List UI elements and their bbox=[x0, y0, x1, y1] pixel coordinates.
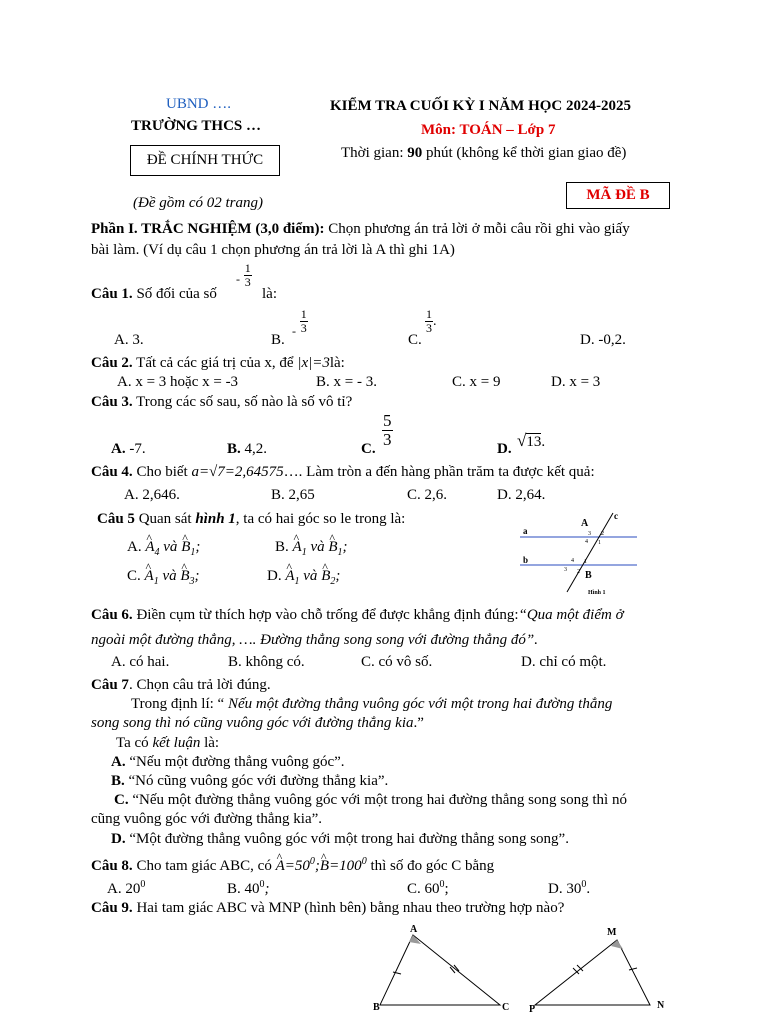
exam-title: KIỂM TRA CUỐI KỲ I NĂM HỌC 2024-2025 bbox=[330, 98, 631, 114]
fig-label-c: c bbox=[614, 511, 618, 521]
q6-stem: Câu 6. Điền cụm từ thích hợp vào chỗ trống để được khẳng định đúng:“Qua một điểm ở bbox=[91, 607, 624, 623]
q2-stem: Câu 2. Tất cả các giá trị của x, để |x|=3là: bbox=[91, 355, 345, 371]
q1-option-d: D. -0,2. bbox=[580, 332, 626, 348]
q6-stem-2: ngoài một đường thẳng, …. Đường thẳng song song với đường thẳng đó”. bbox=[91, 632, 538, 648]
q2-option-b: B. x = - 3. bbox=[316, 374, 377, 390]
pages-note: (Đề gồm có 02 trang) bbox=[133, 195, 263, 211]
q5-option-a: A. ^ $A_4$ và ^ $B_1$; bbox=[127, 538, 200, 562]
q2-option-d: D. x = 3 bbox=[551, 374, 601, 390]
school-name: TRƯỜNG THCS … bbox=[131, 118, 262, 134]
q4-option-b: B. 2,65 bbox=[271, 487, 315, 503]
svg-text:3: 3 bbox=[564, 567, 567, 573]
q1-stem: Câu 1. Số đối của số bbox=[91, 286, 217, 302]
label-C: C bbox=[502, 1002, 510, 1013]
q6-option-c: C. có vô số. bbox=[361, 654, 433, 670]
label-N: N bbox=[657, 1000, 665, 1011]
svg-text:3: 3 bbox=[588, 531, 591, 537]
q2-option-a: A. x = 3 hoặc x = -3 bbox=[117, 374, 239, 390]
triangle-mnp bbox=[535, 940, 650, 1005]
q7-conclusion: Ta có kết luận là: bbox=[116, 735, 220, 751]
q5-option-d: D. ^ $A_1$ và ^ $B_2$; bbox=[267, 567, 340, 591]
q3-option-d: D. bbox=[497, 441, 512, 457]
fig-caption: Hình 1 bbox=[588, 590, 606, 596]
label-P: P bbox=[529, 1004, 536, 1015]
q7-option-d: D. “Một đường thẳng vuông góc với một trong hai đường thẳng song song”. bbox=[111, 831, 569, 847]
q7-stem: Câu 7. Chọn câu trả lời đúng. bbox=[91, 677, 271, 693]
q1-option-b-frac: $_-$ $\frac{1}{3}$ bbox=[292, 307, 307, 338]
svg-text:4: 4 bbox=[571, 558, 574, 564]
q7-option-a: A. “Nếu một đường thẳng vuông góc”. bbox=[111, 754, 345, 770]
q6-option-a: A. có hai. bbox=[111, 654, 170, 670]
q7-theorem-2: song song thì nó cũng vuông góc với đường thẳng kia.” bbox=[91, 715, 424, 731]
q1-option-b: B. bbox=[271, 332, 285, 348]
svg-text:2: 2 bbox=[577, 569, 580, 575]
official-box bbox=[130, 145, 280, 176]
q1-fraction: - $\frac{1}{3}$ bbox=[236, 261, 251, 289]
triangle-abc bbox=[380, 935, 500, 1005]
q1-tail: là: bbox=[262, 286, 277, 302]
q3-stem: Câu 3. Trong các số sau, số nào là số vô tỉ? bbox=[91, 394, 353, 410]
part1-instruction: bài làm. (Ví dụ câu 1 chọn phương án trả lời là A thì ghi 1A) bbox=[91, 242, 455, 258]
q3-option-c: C. bbox=[361, 441, 376, 457]
fig-label-B: B bbox=[585, 570, 592, 581]
q3-option-c-frac: $\frac{5}{3}$ bbox=[383, 411, 392, 449]
label-A: A bbox=[410, 924, 418, 935]
subject-line: Môn: TOÁN – Lớp 7 bbox=[421, 122, 556, 138]
q7-option-c-cont: cũng vuông góc với đường thẳng kia”. bbox=[91, 811, 323, 827]
q4-option-a: A. 2,646. bbox=[124, 487, 180, 503]
part1-heading: Phần I. TRẮC NGHIỆM (3,0 điểm): Chọn phương án trả lời ở mỗi câu rồi ghi vào giấy bbox=[91, 221, 630, 237]
svg-text:2: 2 bbox=[601, 531, 604, 537]
q3-option-d-sqrt: √13. bbox=[517, 431, 546, 450]
label-B: B bbox=[373, 1002, 380, 1013]
figure-1 bbox=[515, 507, 645, 599]
q5-option-b: B. ^ $A_1$ và ^ $B_1$; bbox=[275, 538, 348, 562]
fig-label-A: A bbox=[581, 518, 589, 529]
q9-stem: Câu 9. Hai tam giác ABC và MNP (hình bên) bằng nhau theo trường hợp nào? bbox=[91, 900, 565, 916]
q1-option-c: C. bbox=[408, 332, 422, 348]
time-line: Thời gian: 90 phút (không kể thời gian giao đề) bbox=[341, 145, 627, 161]
q3-option-a: A. -7. bbox=[111, 441, 146, 457]
q6-option-b: B. không có. bbox=[228, 654, 305, 670]
q4-option-d: D. 2,64. bbox=[497, 487, 546, 503]
q8-stem: Câu 8. Cho tam giác ABC, có ^ $A=50^0;\^{}$ $B=100^0$ thì số đo góc C bằng bbox=[91, 853, 494, 875]
q7-theorem-1: Trong định lí: “ Nếu một đường thẳng vuông góc với một trong hai đường thẳng bbox=[131, 696, 613, 712]
q1-option-a: A. 3. bbox=[114, 332, 144, 348]
svg-text:1: 1 bbox=[584, 559, 587, 565]
svg-text:4: 4 bbox=[585, 539, 588, 545]
q2-option-c: C. x = 9 bbox=[452, 374, 501, 390]
figure-triangles bbox=[365, 920, 675, 1024]
q1-option-c-frac: $\frac{1}{3}$ . bbox=[426, 307, 437, 335]
q6-option-d: D. chỉ có một. bbox=[521, 654, 607, 670]
fig-label-a: a bbox=[523, 526, 528, 536]
fig-label-b: b bbox=[523, 555, 529, 565]
svg-text:1: 1 bbox=[598, 540, 601, 546]
q8-option-b: B. $40^0$; bbox=[227, 879, 270, 897]
official-label: ĐỀ CHÍNH THỨC bbox=[146, 152, 264, 168]
ubnd-label: UBND …. bbox=[166, 96, 232, 112]
q8-option-d: D. $30^0$. bbox=[548, 879, 591, 897]
q3-option-b: B. 4,2. bbox=[227, 441, 268, 457]
q7-option-c: C. “Nếu một đường thẳng vuông góc với một trong hai đường thẳng song song thì nó bbox=[114, 792, 627, 808]
exam-code: MÃ ĐỀ B bbox=[586, 187, 650, 203]
q8-option-a: A. $20^0$ bbox=[107, 879, 146, 897]
q4-option-c: C. 2,6. bbox=[407, 487, 448, 503]
q5-stem: Câu 5 Quan sát hình 1, ta có hai góc so le trong là: bbox=[97, 511, 406, 527]
q5-option-c: C. ^ $A_1$ và ^ $B_3$; bbox=[127, 567, 200, 591]
label-M: M bbox=[607, 927, 617, 938]
q8-option-c: C. $60^0$; bbox=[407, 879, 449, 897]
exam-code-box bbox=[566, 182, 670, 209]
q7-option-b: B. “Nó cũng vuông góc với đường thẳng kia”. bbox=[111, 773, 389, 789]
q4-stem: Câu 4. Cho biết a=√7=2,64575…. Làm tròn a đến hàng phần trăm ta được kết quả: bbox=[91, 464, 595, 480]
